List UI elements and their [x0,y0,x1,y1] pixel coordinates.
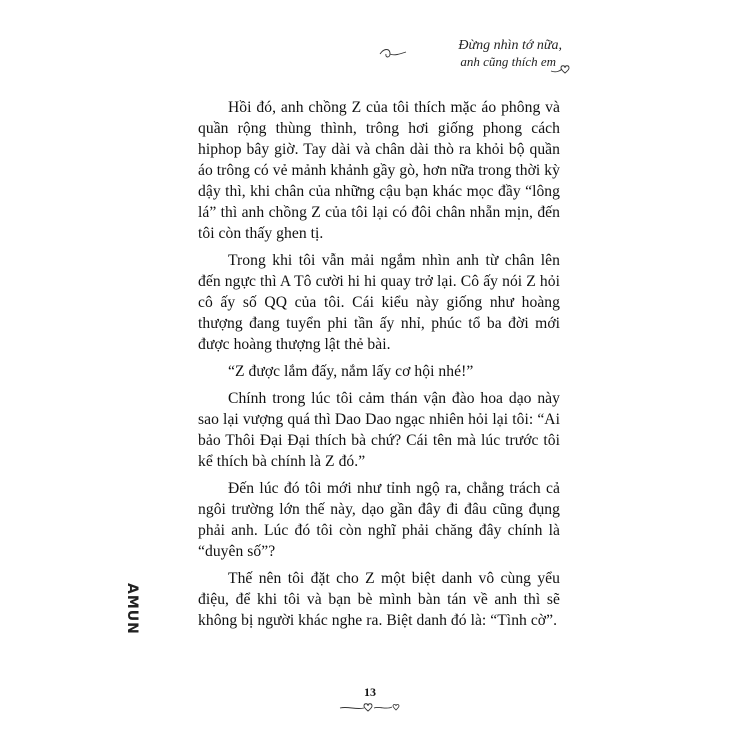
header-title-line1: Đừng nhìn tớ nữa, [458,38,562,53]
publisher-logo: AMUN [124,583,140,635]
paragraph: Đến lúc đó tôi mới như tỉnh ngộ ra, chẳng trách cả ngôi trường lớn thế này, dạo gần đây đi đâu cũng đụng phải anh. Lúc đó tôi còn nghĩ phải chăng đây chính là “duyên số”? [198,480,560,560]
running-header [382,38,562,70]
heart-ornament-icon [550,62,572,76]
footer-ornament-icon [338,700,402,714]
page-number: 13 [364,685,376,699]
body-text [198,97,560,637]
swirl-ornament-icon [378,46,408,60]
paragraph: Thế nên tôi đặt cho Z một biệt danh vô cùng yểu điệu, để khi tôi và bạn bè mình bàn tán về anh thì sẽ không bị người khác nghe ra. Biệt danh đó là: “Tình cờ”. [198,570,560,629]
paragraph: “Z được lắm đấy, nắm lấy cơ hội nhé!” [228,363,474,380]
paragraph: Trong khi tôi vẫn mải ngắm nhìn anh từ chân lên đến ngực thì A Tô cười hi hi quay trở lại. Cô ấy nói Z hỏi cô ấy số QQ của tôi. Cái kiểu này giống như hoàng thượng đang tuyển phi tần ấy nhỉ, phúc tổ ba đời mới được hoàng thượng lật thẻ bài. [198,252,560,353]
header-title-line2: anh cũng thích em [460,54,556,69]
paragraph: Chính trong lúc tôi cảm thán vận đào hoa dạo này sao lại vượng quá thì Dao Dao ngạc nhiên hỏi lại tôi: “Ai bảo Thôi Đại Đại thích bà chứ? Cái tên mà lúc trước tôi kể thích bà chính là Z đó.” [198,390,560,470]
paragraph: Hồi đó, anh chồng Z của tôi thích mặc áo phông và quần rộng thùng thình, trông hơi giống phong cách hiphop bây giờ. Tay dài và chân dài thò ra khỏi bộ quần áo trông có vẻ mảnh khảnh gầy gò, hơn nữa trong thời kỳ dậy thì, khi chân của những cậu bạn khác mọc đầy “lông lá” thì anh chồng Z của tôi lại có đôi chân nhẵn mịn, đến tôi còn thấy ghen tị. [198,99,560,242]
